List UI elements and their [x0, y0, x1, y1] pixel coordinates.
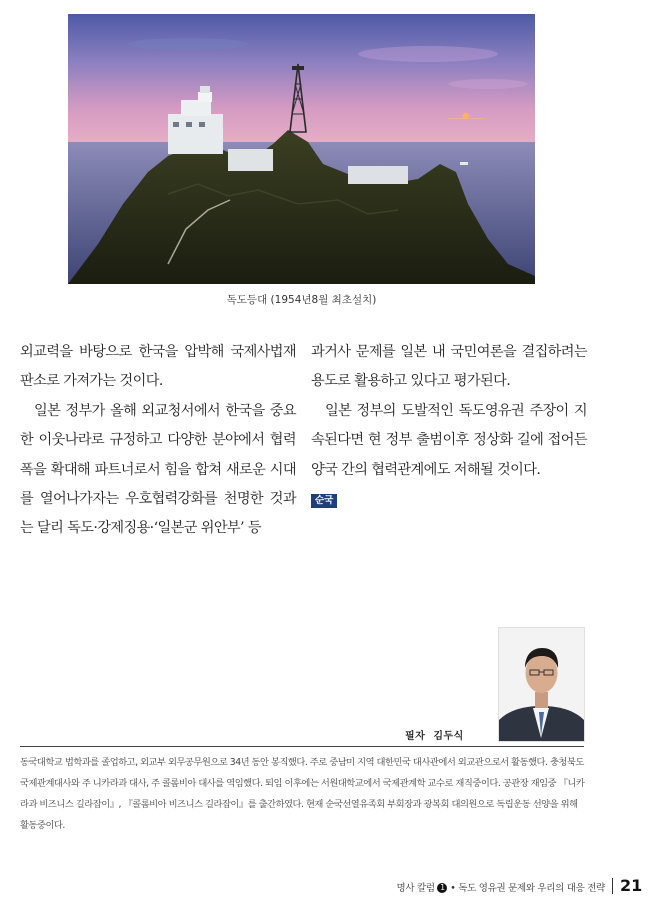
- article-paragraph: 과거사 문제를 일본 내 국민여론을 결집하려는 용도로 활용하고 있다고 평가된다.: [311, 344, 587, 390]
- page-number: 21: [620, 876, 643, 895]
- article-column-right: [311, 338, 587, 514]
- article-column-left: [20, 338, 296, 544]
- bio-divider: [20, 746, 584, 747]
- author-label: 필자: [405, 731, 426, 742]
- article-end-mark: 순국: [311, 494, 337, 508]
- footer-issue-number: 1: [437, 883, 447, 893]
- running-footer: [397, 880, 605, 894]
- article-paragraph: 일본 정부의 도발적인 독도영유권 주장이 지속된다면 현 정부 출범이후 정상화 길에 접어든 양국 간의 협력관계에도 저해될 것이다.: [311, 402, 587, 478]
- footer-section-prefix: 명사 칼럼: [396, 883, 435, 894]
- footer-divider: [612, 878, 613, 894]
- author-portrait: [498, 627, 585, 742]
- dokdo-lighthouse-photo: [68, 14, 535, 284]
- photo-caption: 독도등대 (1954년8월 최초설치): [226, 294, 377, 306]
- footer-section-title: • 독도 영유권 문제와 우리의 대응 전략: [450, 883, 605, 894]
- author-name: 김두식: [433, 731, 464, 742]
- article-paragraph: 일본 정부가 올해 외교청서에서 한국을 중요한 이웃나라로 규정하고 다양한 분야에서 협력 폭을 확대해 파트너로서 힘을 합쳐 새로운 시대를 열어나가자는 우호협력강화를 천명한 것과는 달리 독도·강제징용·‘일본군 위안부’ 등: [20, 402, 296, 537]
- author-byline: [405, 727, 464, 742]
- author-bio: 동국대학교 법학과를 졸업하고, 외교부 외무공무원으로 34년 동안 봉직했다. 주로 중남미 지역 대한민국 대사관에서 외교관으로서 활동했다. 충청북도 국제관계대사와 주 니카라과 대사, 주 콜롬비아 대사를 역임했다. 퇴임 이후에는 서원대학교에서 국제관계학 교수로 재직중이다. 공관장 재임중 『니카라과 비즈니스 길라잡이』, 『콜롬비아 비즈니스 길라잡이』를 출간하였다. 현재 순국선열유족회 부회장과 광복회 대의원으로 독립운동 선양을 위해 활동중이다.: [20, 757, 585, 831]
- article-paragraph: 외교력을 바탕으로 한국을 압박해 국제사법재판소로 가져가는 것이다.: [20, 344, 296, 390]
